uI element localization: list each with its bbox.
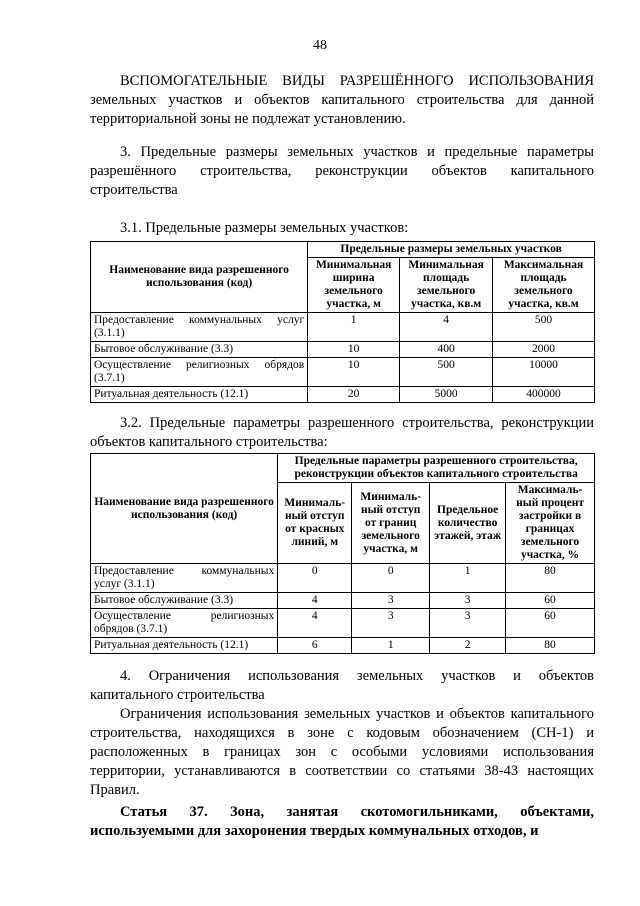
table-cell: 60	[506, 609, 595, 638]
table-row	[91, 564, 595, 593]
table-row	[91, 609, 595, 638]
table-row	[91, 387, 595, 403]
table1-head-col: Максимальная площадь земельного участка, кв.м	[493, 258, 595, 313]
table-cell-name: Осуществление религиозных обрядов (3.7.1)	[91, 358, 308, 387]
table-row	[91, 313, 595, 342]
table-cell: 0	[352, 564, 430, 593]
paragraph-section-3-2: 3.2. Предельные параметры разрешенного строительства, реконструкции объектов капитального строительства:	[90, 415, 594, 450]
page-number: 48	[313, 38, 327, 53]
table-cell: 80	[506, 564, 595, 593]
table-cell: 4	[400, 313, 493, 342]
table2-head-group: Предельные параметры разрешенного строительства, реконструкции объектов капитального строительства	[278, 454, 595, 483]
table-cell: 1	[430, 564, 506, 593]
table-cell: 10	[308, 342, 400, 358]
table2-head-col: Минималь-ный отступ от границ земельного участка, м	[352, 483, 430, 564]
table-construction-parameters	[90, 453, 595, 654]
table-cell-name: Бытовое обслуживание (3.3)	[91, 342, 308, 358]
table-cell: 2000	[493, 342, 595, 358]
table-cell: 10000	[493, 358, 595, 387]
table-cell: 3	[352, 609, 430, 638]
table-cell: 1	[352, 638, 430, 654]
table-cell: 3	[430, 609, 506, 638]
table2-head-col: Предельное количество этажей, этаж	[430, 483, 506, 564]
table-cell: 400	[400, 342, 493, 358]
table1-head-name: Наименование вида разрешенного использования (код)	[91, 242, 308, 313]
table-cell-name: Ритуальная деятельность (12.1)	[91, 387, 308, 403]
table-row	[91, 358, 595, 387]
table-cell: 5000	[400, 387, 493, 403]
paragraph-section-3: 3. Предельные размеры земельных участков и предельные параметры разрешённого строительства, реконструкции объектов капитального строительства	[90, 144, 594, 198]
table-cell: 3	[430, 593, 506, 609]
table1-head-col: Минимальная площадь земельного участка, кв.м	[400, 258, 493, 313]
table-cell: 500	[493, 313, 595, 342]
table-cell: 1	[308, 313, 400, 342]
paragraph-section-4-body: Ограничения использования земельных участков и объектов капитального строительства, находящихся в зоне с кодовым обозначением (СН-1) и расположенных в границах зон с особыми условиями использования территории, устанавливаются в соответствии со статьями 38-43 настоящих Правил.	[90, 706, 594, 798]
table-cell: 6	[278, 638, 352, 654]
table2-head-col: Максималь-ный процент застройки в границах земельного участка, %	[506, 483, 595, 564]
table-cell-name: Бытовое обслуживание (3.3)	[91, 593, 278, 609]
paragraph-auxiliary-uses: ВСПОМОГАТЕЛЬНЫЕ ВИДЫ РАЗРЕШЁННОГО ИСПОЛЬЗОВАНИЯ земельных участков и объектов капитального строительства для данной территориальной зоны не подлежат установлению.	[90, 73, 594, 127]
table-cell: 400000	[493, 387, 595, 403]
table2-head-col: Минималь-ный отступ от красных линий, м	[278, 483, 352, 564]
paragraph-section-4: 4. Ограничения использования земельных участков и объектов капитального строительства	[90, 668, 594, 703]
table-cell: 80	[506, 638, 595, 654]
table-row	[91, 638, 595, 654]
table-cell: 4	[278, 593, 352, 609]
table-cell: 500	[400, 358, 493, 387]
table1-head-col: Минимальная ширина земельного участка, м	[308, 258, 400, 313]
table-row	[91, 593, 595, 609]
table-cell-name: Ритуальная деятельность (12.1)	[91, 638, 278, 654]
table-land-plot-sizes	[90, 241, 595, 403]
table-cell: 20	[308, 387, 400, 403]
table1-head-group: Предельные размеры земельных участков	[308, 242, 595, 258]
table-cell: 0	[278, 564, 352, 593]
table-cell: 60	[506, 593, 595, 609]
table-row	[91, 342, 595, 358]
paragraph-section-3-1: 3.1. Предельные размеры земельных участков:	[120, 220, 409, 236]
table-cell: 10	[308, 358, 400, 387]
paragraph-article-37: Статья 37. Зона, занятая скотомогильниками, объектами, используемыми для захоронения твердых коммунальных отходов, и	[90, 804, 594, 839]
table-cell-name: Предоставление коммунальных услуг (3.1.1)	[91, 313, 308, 342]
table-cell: 2	[430, 638, 506, 654]
table2-head-name: Наименование вида разрешенного использования (код)	[91, 454, 278, 564]
table-cell-name: Осуществление религиозных обрядов (3.7.1)	[91, 609, 278, 638]
table-cell: 3	[352, 593, 430, 609]
table-cell-name: Предоставление коммунальных услуг (3.1.1)	[91, 564, 278, 593]
table-cell: 4	[278, 609, 352, 638]
